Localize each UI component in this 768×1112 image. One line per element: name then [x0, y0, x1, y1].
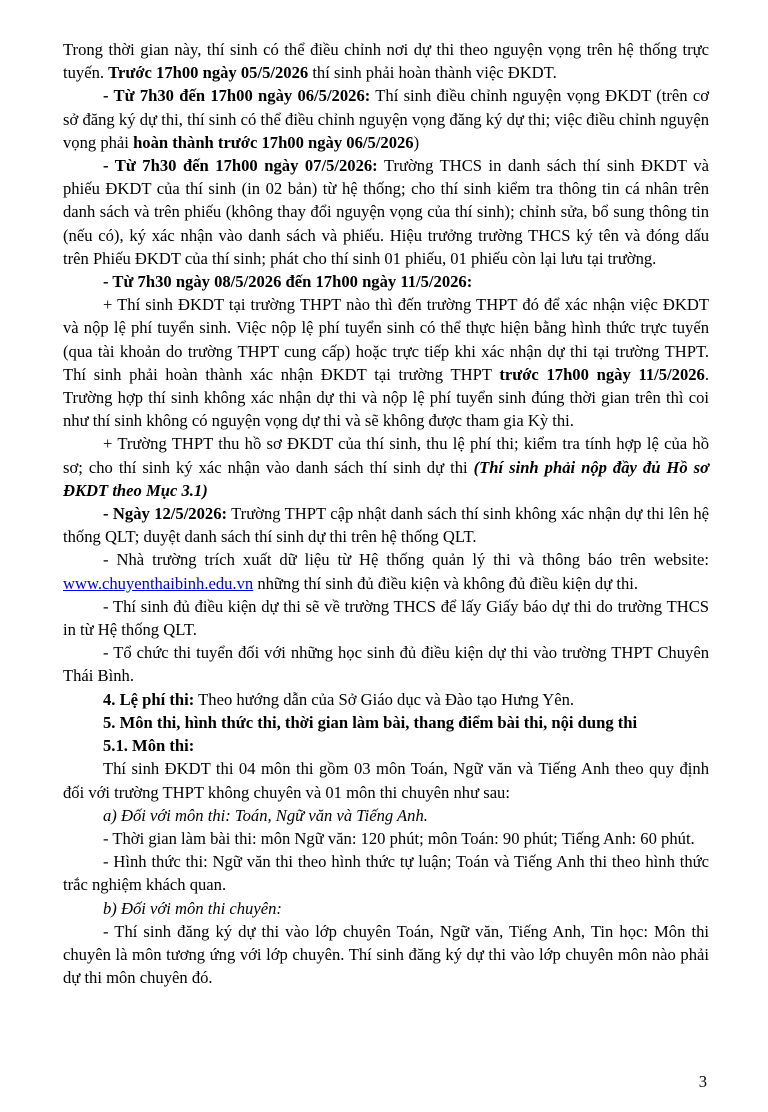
paragraph — [63, 293, 709, 432]
text-run: - Nhà trường trích xuất dữ liệu từ Hệ thống quản lý thi và thông báo trên website: — [103, 550, 709, 570]
text-run: những thí sinh đủ điều kiện và không đủ điều kiện dự thi. — [253, 573, 639, 593]
text-run: - Tổ chức thi tuyển đối với những học sinh đủ điều kiện dự thi vào trường THPT Chuyên Thái Bình. — [63, 643, 709, 686]
text-run: Thí sinh ĐKDT thi 04 môn thi gồm 03 môn Toán, Ngữ văn và Tiếng Anh theo quy định đối với trường THPT không chuyên và 01 môn thi chuyên như sau: — [63, 759, 709, 802]
text-run: Trường THCS in danh sách thí sinh ĐKDT và phiếu ĐKDT của thí sinh (in 02 bản) từ hệ thống; cho thí sinh kiểm tra thông tin cá nhân trên danh sách và trên phiếu (không thay đổi nguyện vọng của thí sinh); chỉnh sửa, bổ sung thông tin (nếu có), ký xác nhận vào danh sách và phiếu. Hiệu trưởng trường THCS ký tên và đóng dấu trên Phiếu ĐKDT của thí sinh; phát cho thí sinh 01 phiếu, 01 phiếu còn lại lưu tại trường. — [63, 156, 709, 268]
paragraph — [63, 734, 709, 757]
text-run: - Từ 7h30 ngày 08/5/2026 đến 17h00 ngày 11/5/2026: — [103, 272, 473, 292]
text-run: hoàn thành trước 17h00 ngày 06/5/2026 — [133, 132, 414, 152]
paragraph — [63, 688, 709, 711]
text-run: - Từ 7h30 đến 17h00 ngày 07/5/2026: — [103, 156, 378, 176]
text-run: . Trường hợp thí sinh không xác nhận dự thi và nộp lệ phí tuyển sinh đúng thời gian trên thì coi như thí sinh không có nguyện vọng dự thi và sẽ không được tham gia Kỳ thi. — [63, 364, 709, 431]
paragraph — [63, 38, 709, 84]
text-run: thí sinh phải hoàn thành việc ĐKDT. — [308, 63, 557, 83]
paragraph — [63, 757, 709, 803]
text-run: - Ngày 12/5/2026: — [103, 504, 228, 524]
paragraph — [63, 920, 709, 990]
text-run: Trong thời gian này, thí sinh có thể điều chỉnh nơi dự thi theo nguyện vọng trên hệ thống trực tuyến. — [63, 40, 709, 83]
text-run: - Thời gian làm bài thi: môn Ngữ văn: 120 phút; môn Toán: 90 phút; Tiếng Anh: 60 phút. — [103, 828, 695, 848]
text-run: b) Đối với môn thi chuyên: — [103, 898, 282, 918]
text-run: Thí sinh điều chỉnh nguyện vọng ĐKDT (trên cơ sở đăng ký dự thi, thí sinh có thể điều chỉnh nguyện vọng đăng ký dự thi; việc điều chỉnh nguyện vọng phải — [63, 86, 709, 152]
text-run: - Hình thức thi: Ngữ văn thi theo hình thức tự luận; Toán và Tiếng Anh thi theo hình thức trắc nghiệm khách quan. — [63, 852, 709, 895]
page-number: 3 — [698, 1071, 707, 1091]
text-run: Trước 17h00 ngày 05/5/2026 — [108, 63, 309, 83]
text-run: - Từ 7h30 đến 17h00 ngày 06/5/2026: — [103, 86, 371, 106]
text-run: trước 17h00 ngày 11/5/2026 — [499, 364, 705, 384]
paragraph — [63, 502, 709, 548]
text-run: - Thí sinh đăng ký dự thi vào lớp chuyên Toán, Ngữ văn, Tiếng Anh, Tin học: Môn thi chuyên là môn tương ứng với lớp chuyên. Thí sinh đăng ký dự thi vào lớp chuyên môn nào phải dự thi môn chuyên đó. — [63, 921, 709, 988]
document-body — [63, 38, 709, 989]
paragraph — [63, 432, 709, 502]
text-run: 4. Lệ phí thi: — [103, 689, 195, 709]
text-run: a) Đối với môn thi: Toán, Ngữ văn và Tiếng Anh. — [103, 805, 428, 825]
paragraph — [63, 850, 709, 896]
paragraph — [63, 804, 709, 827]
text-run: Theo hướng dẫn của Sở Giáo dục và Đào tạo Hưng Yên. — [194, 689, 575, 709]
text-run: - Thí sinh đủ điều kiện dự thi sẽ về trường THCS để lấy Giấy báo dự thi do trường THCS in từ Hệ thống QLT. — [63, 596, 709, 640]
text-run: + Trường THPT thu hồ sơ ĐKDT của thí sinh, thu lệ phí thi; kiểm tra tính hợp lệ của hồ sơ; cho thí sinh ký xác nhận vào danh sách thí sinh dự thi — [63, 434, 709, 477]
paragraph — [63, 154, 709, 270]
text-run: ) — [413, 132, 420, 152]
paragraph — [63, 827, 709, 850]
paragraph — [63, 548, 709, 594]
paragraph — [63, 641, 709, 687]
paragraph — [63, 84, 709, 154]
paragraph — [63, 711, 709, 734]
text-run: Trường THPT cập nhật danh sách thí sinh không xác nhận dự thi lên hệ thống QLT; duyệt danh sách thí sinh dự thi trên hệ thống QLT. — [63, 504, 709, 547]
text-run: 5. Môn thi, hình thức thi, thời gian làm bài, thang điểm bài thi, nội dung thi — [103, 712, 638, 732]
paragraph — [63, 595, 709, 641]
paragraph — [63, 270, 709, 293]
text-run: (Thí sinh phải nộp đầy đủ Hồ sơ ĐKDT theo Mục 3.1) — [63, 457, 709, 500]
website-link[interactable]: www.chuyenthaibinh.edu.vn — [63, 573, 254, 593]
text-run: + Thí sinh ĐKDT tại trường THPT nào thì đến trường THPT đó để xác nhận việc ĐKDT và nộp lệ phí tuyển sinh. Việc nộp lệ phí tuyển sinh có thể thực hiện bằng hình thức trực tuyến (qua tài khoản do trường THPT cung cấp) hoặc trực tiếp khi xác nhận dự thi tại trường THPT. Thí sinh phải hoàn thành xác nhận ĐKDT tại trường THPT — [63, 295, 709, 384]
paragraph — [63, 897, 709, 920]
text-run: 5.1. Môn thi: — [103, 736, 195, 756]
